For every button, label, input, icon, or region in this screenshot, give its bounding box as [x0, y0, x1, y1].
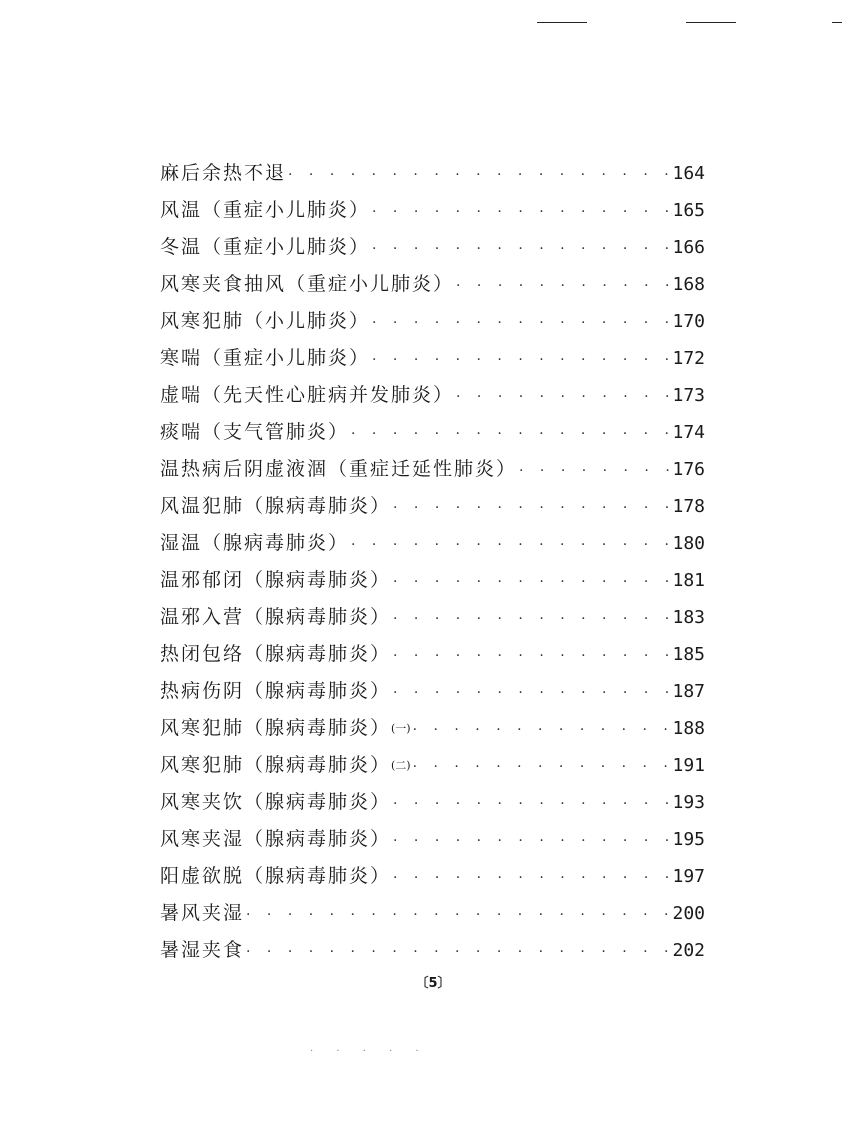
toc-leader-dots	[393, 825, 670, 858]
toc-entry-page: 195	[672, 829, 705, 850]
toc-entry[interactable]	[160, 340, 705, 377]
toc-entry-title: 风温犯肺（腺病毒肺炎）	[160, 495, 392, 517]
toc-entry[interactable]	[160, 932, 705, 969]
toc-entry-part-mark: (二)	[391, 759, 411, 772]
toc-leader-dots	[456, 381, 670, 414]
toc-leader-dots	[393, 640, 670, 673]
toc-leader-dots	[372, 307, 670, 340]
toc-entry-part-mark: (一)	[391, 722, 411, 735]
toc-entry-page: 193	[672, 792, 705, 813]
toc-entry-title: 痰喘（支气管肺炎）	[160, 421, 350, 443]
toc-leader-dots	[288, 159, 670, 192]
toc-entry[interactable]	[160, 599, 705, 636]
toc-leader-dots	[413, 751, 671, 784]
toc-leader-dots	[393, 603, 670, 636]
toc-leader-dots	[519, 455, 670, 488]
toc-entry-page: 166	[672, 237, 705, 258]
toc-entry[interactable]	[160, 673, 705, 710]
toc-entry-page: 185	[672, 644, 705, 665]
toc-entry-page: 191	[672, 755, 705, 776]
toc-entry-page: 178	[672, 496, 705, 517]
toc-entry-page: 164	[672, 163, 705, 184]
toc-entry-page: 187	[672, 681, 705, 702]
toc-leader-dots	[372, 233, 670, 266]
toc-entry-title: 湿温（腺病毒肺炎）	[160, 532, 350, 554]
toc-entry-page: 174	[672, 422, 705, 443]
toc-entry-title: 暑风夹湿	[160, 902, 245, 924]
toc-leader-dots	[456, 270, 670, 303]
toc-leader-dots	[246, 936, 670, 969]
toc-entry-title: 温热病后阴虚液涸（重症迁延性肺炎）	[160, 458, 518, 480]
toc-entry-title: 寒喘（重症小儿肺炎）	[160, 347, 371, 369]
toc-entry-page: 188	[672, 718, 705, 739]
toc-entry[interactable]	[160, 747, 705, 784]
toc-entry-page: 197	[672, 866, 705, 887]
toc-entry-title: 麻后余热不退	[160, 162, 287, 184]
toc-entry[interactable]	[160, 229, 705, 266]
toc-entry-page: 180	[672, 533, 705, 554]
toc-entry[interactable]	[160, 710, 705, 747]
toc-entry-title: 温邪入营（腺病毒肺炎）	[160, 606, 392, 628]
toc-leader-dots	[413, 714, 671, 747]
toc-entry-title: 风寒夹饮（腺病毒肺炎）	[160, 791, 392, 813]
toc-entry-title: 热闭包络（腺病毒肺炎）	[160, 643, 392, 665]
toc-leader-dots	[393, 677, 670, 710]
toc-entry[interactable]	[160, 821, 705, 858]
toc-leader-dots	[351, 529, 670, 562]
toc-entry[interactable]	[160, 895, 705, 932]
top-rule-2	[686, 22, 736, 23]
table-of-contents	[160, 155, 705, 969]
toc-entry-title: 风寒犯肺（小儿肺炎）	[160, 310, 371, 332]
toc-entry-title: 风寒夹食抽风（重症小儿肺炎）	[160, 273, 455, 295]
toc-entry-title: 暑湿夹食	[160, 939, 245, 961]
toc-entry-title: 虚喘（先天性心脏病并发肺炎）	[160, 384, 455, 406]
toc-leader-dots	[351, 418, 670, 451]
toc-entry[interactable]	[160, 303, 705, 340]
toc-entry-page: 202	[672, 940, 705, 961]
toc-entry-page: 168	[672, 274, 705, 295]
toc-entry-page: 176	[672, 459, 705, 480]
toc-entry-title: 风寒犯肺（腺病毒肺炎）	[160, 754, 392, 776]
top-rule-1	[537, 22, 587, 23]
toc-entry[interactable]	[160, 266, 705, 303]
toc-entry-title: 热病伤阴（腺病毒肺炎）	[160, 680, 392, 702]
toc-entry[interactable]	[160, 414, 705, 451]
toc-entry-title: 冬温（重症小儿肺炎）	[160, 236, 371, 258]
page-number: 〔5〕	[415, 976, 451, 991]
toc-entry[interactable]	[160, 451, 705, 488]
toc-entry-title: 风寒犯肺（腺病毒肺炎）	[160, 717, 392, 739]
toc-entry-page: 200	[672, 903, 705, 924]
toc-entry-page: 173	[672, 385, 705, 406]
toc-entry-title: 温邪郁闭（腺病毒肺炎）	[160, 569, 392, 591]
toc-entry-page: 181	[672, 570, 705, 591]
toc-entry[interactable]	[160, 562, 705, 599]
toc-entry-page: 165	[672, 200, 705, 221]
toc-leader-dots	[393, 492, 670, 525]
toc-entry[interactable]	[160, 155, 705, 192]
toc-entry[interactable]	[160, 488, 705, 525]
toc-entry-page: 172	[672, 348, 705, 369]
toc-entry-page: 183	[672, 607, 705, 628]
toc-entry-title: 风寒夹湿（腺病毒肺炎）	[160, 828, 392, 850]
toc-leader-dots	[393, 862, 670, 895]
toc-entry-title: 风温（重症小儿肺炎）	[160, 199, 371, 221]
toc-leader-dots	[372, 344, 670, 377]
toc-entry[interactable]	[160, 636, 705, 673]
toc-leader-dots	[393, 788, 670, 821]
top-rule-3	[832, 22, 842, 23]
scan-speckles: · · · · ·	[310, 1046, 429, 1057]
toc-entry[interactable]	[160, 525, 705, 562]
toc-entry-page: 170	[672, 311, 705, 332]
toc-entry[interactable]	[160, 192, 705, 229]
toc-leader-dots	[393, 566, 670, 599]
toc-entry-title: 阳虚欲脱（腺病毒肺炎）	[160, 865, 392, 887]
toc-leader-dots	[246, 899, 670, 932]
toc-entry[interactable]	[160, 784, 705, 821]
toc-entry[interactable]	[160, 858, 705, 895]
toc-leader-dots	[372, 196, 670, 229]
toc-entry[interactable]	[160, 377, 705, 414]
